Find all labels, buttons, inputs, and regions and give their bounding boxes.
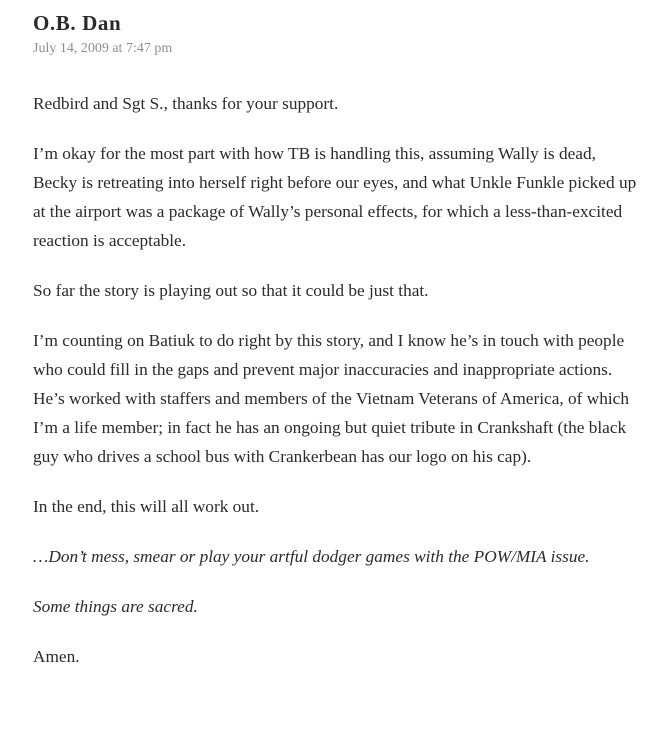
comment-date-link[interactable]: July 14, 2009 at 7:47 pm	[33, 41, 173, 56]
comment-meta	[33, 40, 639, 58]
comment-paragraph-italic: …Don’t mess, smear or play your artful dodger games with the POW/MIA issue.	[33, 547, 590, 566]
comment-paragraph: In the end, this will all work out.	[33, 497, 260, 516]
comment-paragraph: Amen.	[33, 647, 80, 666]
comment-paragraph-italic: Some things are sacred.	[33, 597, 198, 616]
comment-author: O.B. Dan	[33, 11, 122, 35]
comment-paragraph: Redbird and Sgt S., thanks for your support.	[33, 94, 339, 113]
comment	[33, 0, 639, 692]
comment-paragraph: So far the story is playing out so that it could be just that.	[33, 281, 429, 300]
comment-paragraph: I’m counting on Batiuk to do right by this story, and I know he’s in touch with people who could fill in the gaps and prevent major inaccuracies and inappropriate actions. He’s worked with staffers and members of the Vietnam Veterans of America, of which I’m a life member; in fact he has an ongoing but quiet tribute in Crankshaft (the black guy who drives a school bus with Crankerbean has our logo on his cap).	[33, 331, 629, 466]
comment-paragraph: I’m okay for the most part with how TB is handling this, assuming Wally is dead, Becky is retreating into herself right before our eyes, and what Unkle Funkle picked up at the airport was a package of Wally’s personal effects, for which a less-than-excited reaction is acceptable.	[33, 144, 637, 250]
comment-body	[33, 89, 639, 671]
